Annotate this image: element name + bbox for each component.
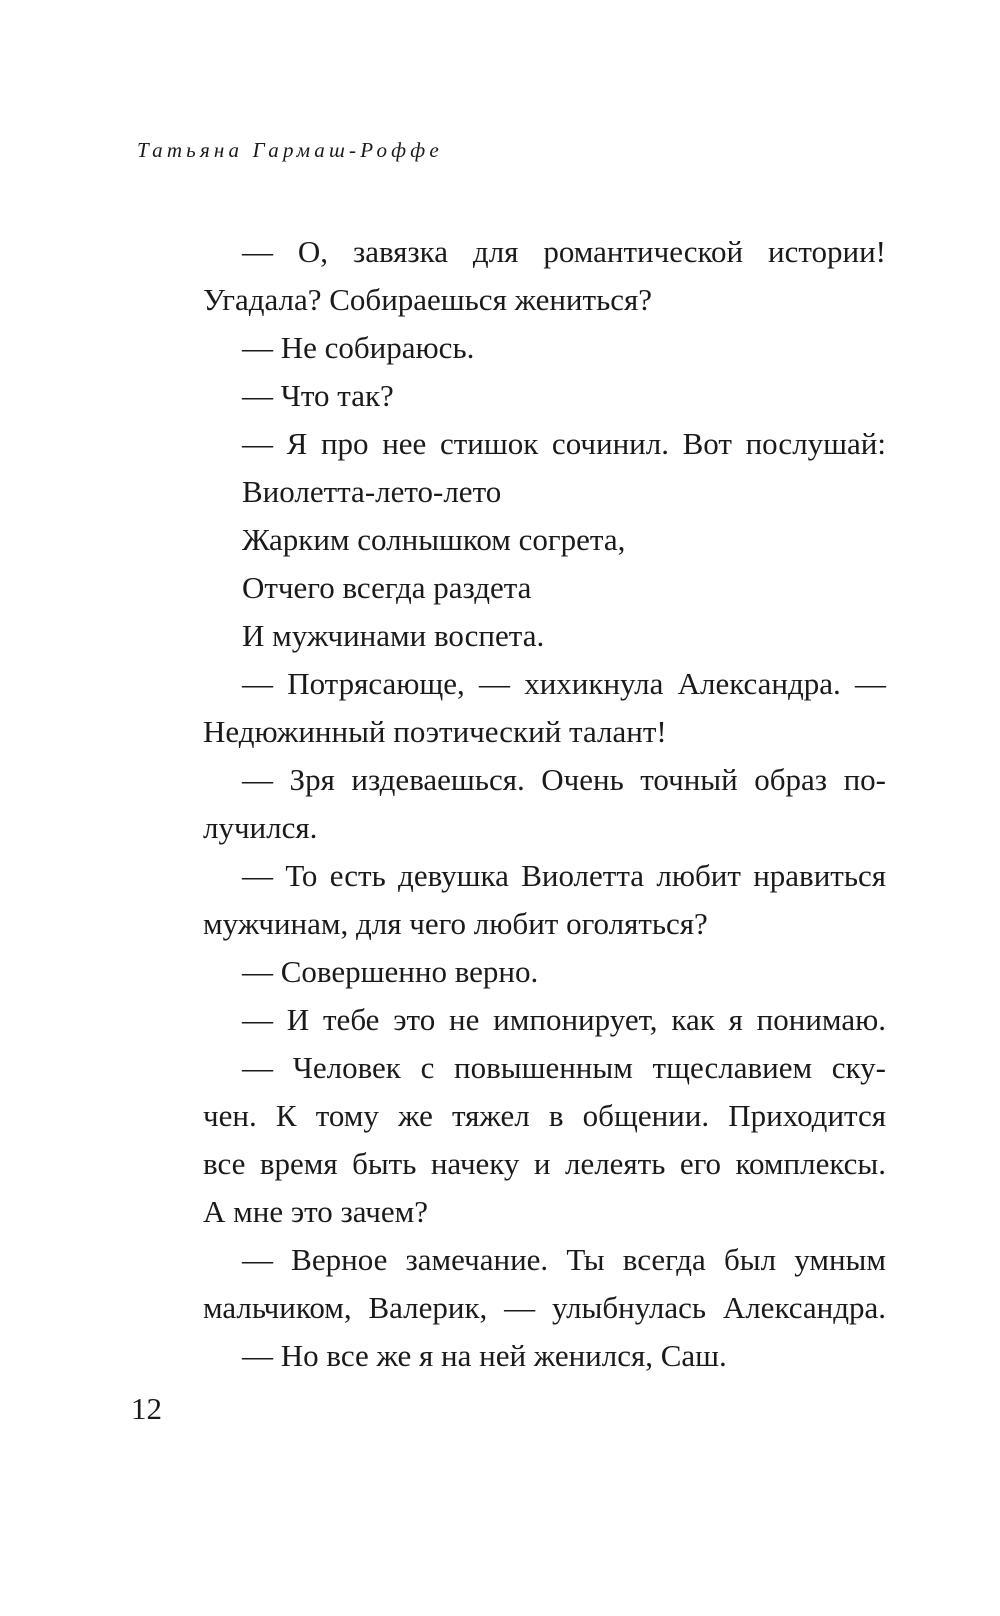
poem-line: Жарким солнышком согрета, bbox=[242, 522, 626, 557]
text-line: — И тебе это не импонирует, как я понимаю. bbox=[242, 1002, 886, 1037]
text-line: все время быть начеку и лелеять его комплексы. bbox=[203, 1146, 886, 1181]
text-line: — Совершенно верно. bbox=[242, 954, 539, 989]
text-line: лучился. bbox=[203, 810, 318, 845]
text-line: мальчиком, Валерик, — улыбнулась Александра. bbox=[203, 1290, 886, 1325]
text-line: — Я про нее стишок сочинил. Вот послушай: bbox=[242, 426, 886, 461]
text-line: — Человек с повышенным тщеславием ску- bbox=[242, 1050, 886, 1085]
text-line: — Верное замечание. Ты всегда был умным bbox=[242, 1242, 886, 1277]
text-line: — Не собираюсь. bbox=[242, 330, 475, 365]
body-text bbox=[203, 228, 886, 1380]
running-head-author: Татьяна Гармаш-Роффе bbox=[137, 138, 443, 162]
text-line: Недюжинный поэтический талант! bbox=[203, 714, 667, 749]
text-line: — Потрясающе, — хихикнула Александра. — bbox=[242, 666, 886, 701]
text-line: чен. К тому же тяжел в общении. Приходится bbox=[203, 1098, 886, 1133]
text-line: А мне это зачем? bbox=[203, 1194, 429, 1229]
poem-line: И мужчинами воспета. bbox=[242, 618, 545, 653]
poem-line: Отчего всегда раздета bbox=[242, 570, 532, 605]
text-line: — Что так? bbox=[242, 378, 394, 413]
text-line: — Зря издеваешься. Очень точный образ по- bbox=[242, 762, 886, 797]
page-number: 12 bbox=[131, 1391, 162, 1426]
text-line: — То есть девушка Виолетта любит нравиться bbox=[242, 858, 886, 893]
text-line: мужчинам, для чего любит оголяться? bbox=[203, 906, 708, 941]
text-line: — О, завязка для романтической истории! bbox=[242, 234, 886, 269]
text-line: Угадала? Собираешься жениться? bbox=[203, 282, 652, 317]
text-line: — Но все же я на ней женился, Саш. bbox=[242, 1338, 727, 1373]
poem-line: Виолетта-лето-лето bbox=[242, 474, 502, 509]
